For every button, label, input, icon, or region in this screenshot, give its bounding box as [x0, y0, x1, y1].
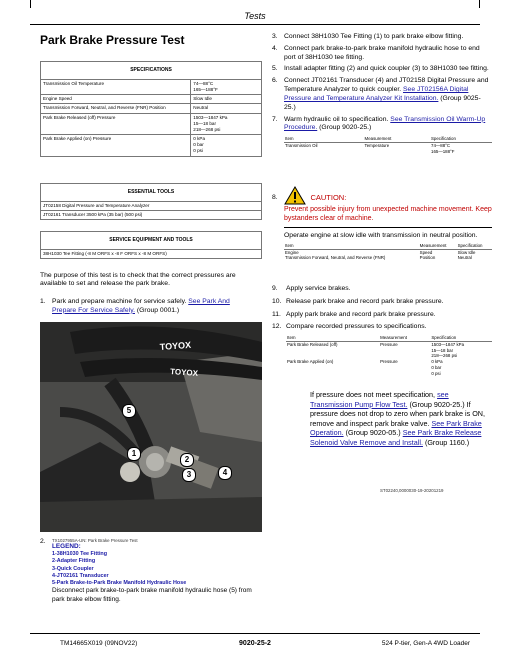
caution-divider	[284, 227, 492, 228]
caution-label: CAUTION:	[310, 193, 347, 202]
spec-value: 0 bar	[193, 142, 204, 148]
step-number: 5.	[272, 65, 278, 73]
park-brake-photo	[40, 322, 262, 532]
step-9	[272, 285, 492, 294]
cell: Engine	[285, 249, 299, 255]
pressure-note	[310, 390, 492, 447]
warm-up-spec-table	[272, 136, 492, 154]
step-text: Disconnect park brake-to-park brake manifold hydraulic hose (5) from park brake elbow fitting.	[52, 587, 252, 603]
step-number: 10.	[272, 297, 282, 305]
solenoid-valve-remove-install-link[interactable]: See Park Brake Release Solenoid Valve Remove and Install.	[310, 428, 482, 447]
footer-manual-id: TM14665X019 (09NOV22)	[60, 640, 138, 647]
engine-spec-table	[284, 243, 492, 261]
note-ref: (Group 9020-05.)	[345, 428, 401, 437]
legend-item: 5-Park Brake-to-Park Brake Manifold Hydraulic Hose	[52, 580, 187, 587]
step-number: 11.	[272, 310, 281, 318]
step-number: 8.	[272, 194, 278, 201]
caution-text: Prevent possible injury from unexpected machine movement. Keep bystanders clear of machine.	[284, 206, 492, 223]
spec-label: Park Brake Applied (on) Pressure	[41, 135, 191, 157]
step-number: 12.	[272, 323, 282, 331]
callout-3: 3	[182, 468, 196, 482]
cell: Temperature	[364, 143, 390, 148]
step-5	[272, 65, 492, 74]
step-4	[272, 45, 492, 63]
spec-label: Transmission Forward, Neutral, and Reverse (FNR) Position	[41, 104, 191, 113]
col-header: Item	[286, 335, 379, 341]
pump-flow-test-link[interactable]: see Transmission Pump Flow Test.	[310, 390, 449, 409]
col-header: Specification	[457, 243, 492, 249]
warning-triangle-icon	[284, 186, 306, 205]
col-header: Measurement	[379, 335, 430, 341]
cell: Position	[419, 255, 436, 261]
step-6	[272, 77, 492, 112]
cell: Park Brake Released (off)	[287, 342, 338, 348]
note-ref: (Group 1160.)	[424, 437, 470, 447]
col-header: Item	[284, 243, 419, 249]
step-text: Release park brake and record park brake pressure.	[286, 297, 444, 305]
header-title: Tests	[244, 11, 266, 21]
purpose-paragraph: The purpose of this test is to check that the correct pressures are available to set and release the park brake.	[40, 272, 236, 288]
cell: Pressure	[380, 342, 398, 348]
step-number: 3.	[272, 33, 278, 40]
col-header: Measurement	[419, 243, 457, 249]
park-brake-operation-link[interactable]: See Park Brake Operation.	[310, 418, 482, 437]
operate-block	[272, 232, 492, 261]
cell: Pressure	[380, 359, 398, 365]
service-equipment-heading: SERVICE EQUIPMENT AND TOOLS	[41, 232, 262, 250]
equipment-row: 38H1030 Tee Fitting (-8 M ORFS x -8 F ORFS x -8 M ORFS)	[41, 249, 262, 258]
analyzer-kit-installation-link[interactable]: See JT02156A Digital Pressure and Temperature Analyzer Kit Installation.	[284, 86, 469, 102]
cell: 74—88°C 165—188°F	[431, 143, 455, 154]
operate-instruction: Operate engine at slow idle with transmission in neutral position.	[284, 232, 478, 239]
step-text: Connect park brake-to-park brake manifold hydraulic hose to end port of 38H1030 tee fitting.	[284, 44, 480, 61]
spec-value: Neutral	[191, 104, 262, 113]
step-number: 7.	[272, 115, 278, 123]
spec-value: 165—188°F	[193, 86, 218, 92]
step-number: 6.	[272, 77, 278, 85]
note-text: If pressure does not drop to zero when park brake is ON, remove and inspect park brake valve.	[310, 399, 485, 428]
step-text: Connect JT02161 Transducer (4) and JT02158 Digital Pressure and Temperature Analyzer to quick coupler.	[284, 77, 489, 94]
step-ref: (Group 9025-25.)	[284, 94, 481, 111]
document-id: ST02240,0000030-19-20201219	[380, 488, 444, 493]
spec-value: 0 kPa	[193, 136, 206, 142]
svg-text:TOYOX: TOYOX	[169, 367, 199, 378]
callout-2: 2	[180, 453, 194, 467]
step-11	[272, 311, 492, 320]
tool-row: JT02158 Digital Pressure and Temperature Analyzer	[41, 201, 262, 210]
essential-tools-heading: ESSENTIAL TOOLS	[41, 184, 262, 202]
step-number: 9.	[272, 285, 278, 292]
steps-3-5	[272, 33, 492, 154]
pressure-spec-table	[272, 335, 492, 376]
svg-text:TOYOX: TOYOX	[159, 339, 192, 352]
section-title: Park Brake Pressure Test	[40, 33, 185, 47]
page-frame-top	[30, 0, 480, 8]
cell: 1503—1847 kPa 15—18 bar 218—268 psi	[431, 342, 465, 359]
legend-item: 3-Quick Coupler	[52, 565, 94, 572]
step-2	[40, 538, 262, 604]
footer-page-number: 9020-25-2	[239, 640, 271, 647]
park-and-prepare-link[interactable]: See Park And Prepare For Service Safely.	[52, 298, 230, 314]
spec-value: 74—88°C	[193, 80, 214, 86]
steps-9-12	[272, 285, 492, 376]
step-1	[40, 298, 250, 316]
step-text: Park and prepare machine for service safely.	[52, 298, 187, 305]
cell: Park Brake Applied (on)	[287, 359, 334, 365]
specifications-heading: SPECIFICATIONS	[41, 62, 262, 80]
step-number: 1.	[40, 298, 46, 305]
legend-item: 4-JT02161 Transducer	[52, 572, 109, 579]
footer-divider	[30, 633, 480, 634]
step-text: Connect 38H1030 Tee Fitting (1) to park brake elbow fitting.	[284, 33, 464, 40]
cell: Transmission Oil	[285, 143, 318, 148]
spec-value: 218—268 psi	[193, 126, 221, 132]
step-text: Compare recorded pressures to specifications.	[286, 323, 427, 331]
step-text: Warm hydraulic oil to specification.	[284, 115, 389, 123]
essential-tools-table	[40, 183, 262, 220]
callout-5: 5	[122, 404, 136, 418]
cell: Slow Idle	[457, 249, 476, 255]
spec-label: Transmission Oil Temperature	[41, 79, 191, 94]
step-ref: (Group 0001.)	[136, 306, 180, 314]
oil-warm-up-link[interactable]: See Transmission Oil Warm-Up Procedure.	[284, 115, 486, 132]
step-text: Install adapter fitting (2) and quick coupler (3) to 38H1030 tee fitting.	[284, 65, 489, 73]
col-header: Item	[284, 136, 364, 142]
service-equipment-table	[40, 231, 262, 259]
callout-4: 4	[218, 466, 232, 480]
spec-value: Slow Idle	[191, 95, 262, 104]
step-number: 2.	[40, 538, 46, 545]
col-header: Measurement	[364, 136, 430, 142]
step-3	[272, 33, 492, 42]
spec-value: 0 psi	[193, 148, 203, 154]
col-header: Specification	[430, 335, 492, 341]
cell: Neutral	[457, 255, 472, 261]
specifications-table	[40, 61, 262, 157]
step-text: Apply park brake and record park brake pressure.	[286, 310, 436, 318]
spec-label: Park Brake Released (off) Pressure	[41, 113, 191, 135]
step-7	[272, 116, 492, 134]
step-ref: (Group 9020-25.)	[319, 124, 372, 132]
spec-label: Engine Speed	[41, 95, 191, 104]
spec-value: 15—18 bar	[193, 120, 216, 126]
tool-row: JT02161 Transducer 3500 kPa (35 bar) (500 psi)	[41, 210, 262, 219]
footer-machine-model: 524 P-tier, Gen-A 4WD Loader	[381, 640, 470, 647]
col-header: Specification	[430, 136, 492, 142]
legend-item: 1-38H1030 Tee Fitting	[52, 551, 108, 557]
cell: Transmission Forward, Neutral, and Reverse (FNR)	[285, 255, 386, 261]
step-10	[272, 298, 492, 307]
legend-item: 2-Adapter Fitting	[52, 558, 96, 565]
legend-title: LEGEND:	[52, 543, 81, 550]
spec-value: 1503—1847 kPa	[193, 114, 228, 120]
step-text: Apply service brakes.	[286, 285, 351, 292]
figure-caption: TX1027955A-UN: Park Brake Pressure Test	[52, 538, 138, 543]
caution-block	[272, 186, 492, 228]
cell: Speed	[419, 249, 433, 255]
note-ref: (Group 9020-25.)	[409, 399, 465, 409]
callout-1: 1	[127, 447, 141, 461]
step-12	[272, 323, 492, 332]
cell: 0 kPa 0 bar 0 psi	[431, 359, 443, 376]
step-number: 4.	[272, 44, 278, 52]
header-divider	[30, 24, 480, 25]
note-text: If pressure does not meet specification,	[310, 390, 436, 399]
